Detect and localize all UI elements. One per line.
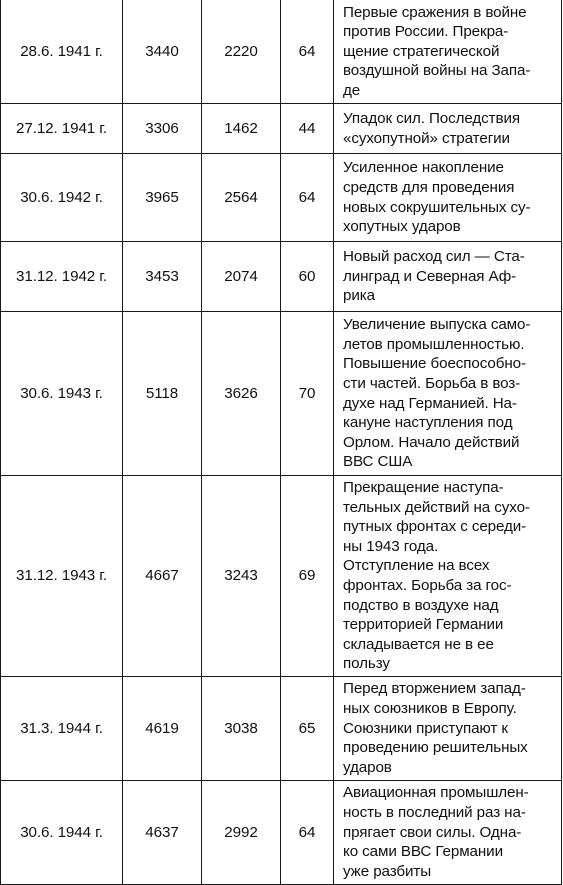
ready-aircraft-cell: 2564 (202, 154, 281, 242)
percent-cell: 69 (281, 476, 334, 677)
note-cell: Первые сражения в войне против России. Прекра- щение стратегической воздушной войны на Запа- де (334, 0, 562, 104)
note-cell: Усиленное накопление средств для проведения новых сокрушительных су- хопутных ударов (334, 154, 562, 242)
percent-cell: 64 (281, 0, 334, 104)
note-cell: Увеличение выпуска само- летов промышленностью. Повышение боеспособно- сти частей. Борьба в воз- духе над Германией. На- кануне наступления под Орлом. Начало действий ВВС США (334, 312, 562, 476)
total-aircraft-cell: 3453 (123, 242, 202, 312)
table-row (1, 476, 562, 677)
ready-aircraft-cell: 2220 (202, 0, 281, 104)
total-aircraft-cell: 3306 (123, 104, 202, 154)
date-cell: 31.12. 1943 г. (1, 476, 123, 677)
percent-cell: 65 (281, 676, 334, 780)
total-aircraft-cell: 4637 (123, 780, 202, 884)
table-row (1, 676, 562, 780)
ready-aircraft-cell: 2074 (202, 242, 281, 312)
table-row (1, 104, 562, 154)
table-row (1, 242, 562, 312)
ready-aircraft-cell: 3243 (202, 476, 281, 677)
table-row (1, 780, 562, 884)
ready-aircraft-cell: 2992 (202, 780, 281, 884)
date-cell: 30.6. 1943 г. (1, 312, 123, 476)
table-row (1, 312, 562, 476)
date-cell: 30.6. 1942 г. (1, 154, 123, 242)
ready-aircraft-cell: 1462 (202, 104, 281, 154)
table-row (1, 0, 562, 104)
percent-cell: 64 (281, 154, 334, 242)
percent-cell: 60 (281, 242, 334, 312)
date-cell: 31.12. 1942 г. (1, 242, 123, 312)
date-cell: 27.12. 1941 г. (1, 104, 123, 154)
date-cell: 30.6. 1944 г. (1, 780, 123, 884)
note-cell: Упадок сил. Последствия «сухопутной» стратегии (334, 104, 562, 154)
date-cell: 28.6. 1941 г. (1, 0, 123, 104)
total-aircraft-cell: 5118 (123, 312, 202, 476)
note-cell: Новый расход сил — Ста- линград и Северная Аф- рика (334, 242, 562, 312)
total-aircraft-cell: 3440 (123, 0, 202, 104)
percent-cell: 70 (281, 312, 334, 476)
table-row (1, 154, 562, 242)
total-aircraft-cell: 4667 (123, 476, 202, 677)
note-cell: Перед вторжением запад- ных союзников в Европу. Союзники приступают к проведению решительных ударов (334, 676, 562, 780)
percent-cell: 44 (281, 104, 334, 154)
total-aircraft-cell: 3965 (123, 154, 202, 242)
date-cell: 31.3. 1944 г. (1, 676, 123, 780)
ready-aircraft-cell: 3626 (202, 312, 281, 476)
percent-cell: 64 (281, 780, 334, 884)
total-aircraft-cell: 4619 (123, 676, 202, 780)
note-cell: Авиационная промышлен- ность в последний раз на- прягает свои силы. Одна- ко сами ВВС Германии уже разбиты (334, 780, 562, 884)
note-cell: Прекращение наступа- тельных действий на сухо- путных фронтах с середи- ны 1943 года. Отступление на всех фронтах. Борьба за гос- подство в воздухе над территорией Германии складывается не в ее пользу (334, 476, 562, 677)
ready-aircraft-cell: 3038 (202, 676, 281, 780)
